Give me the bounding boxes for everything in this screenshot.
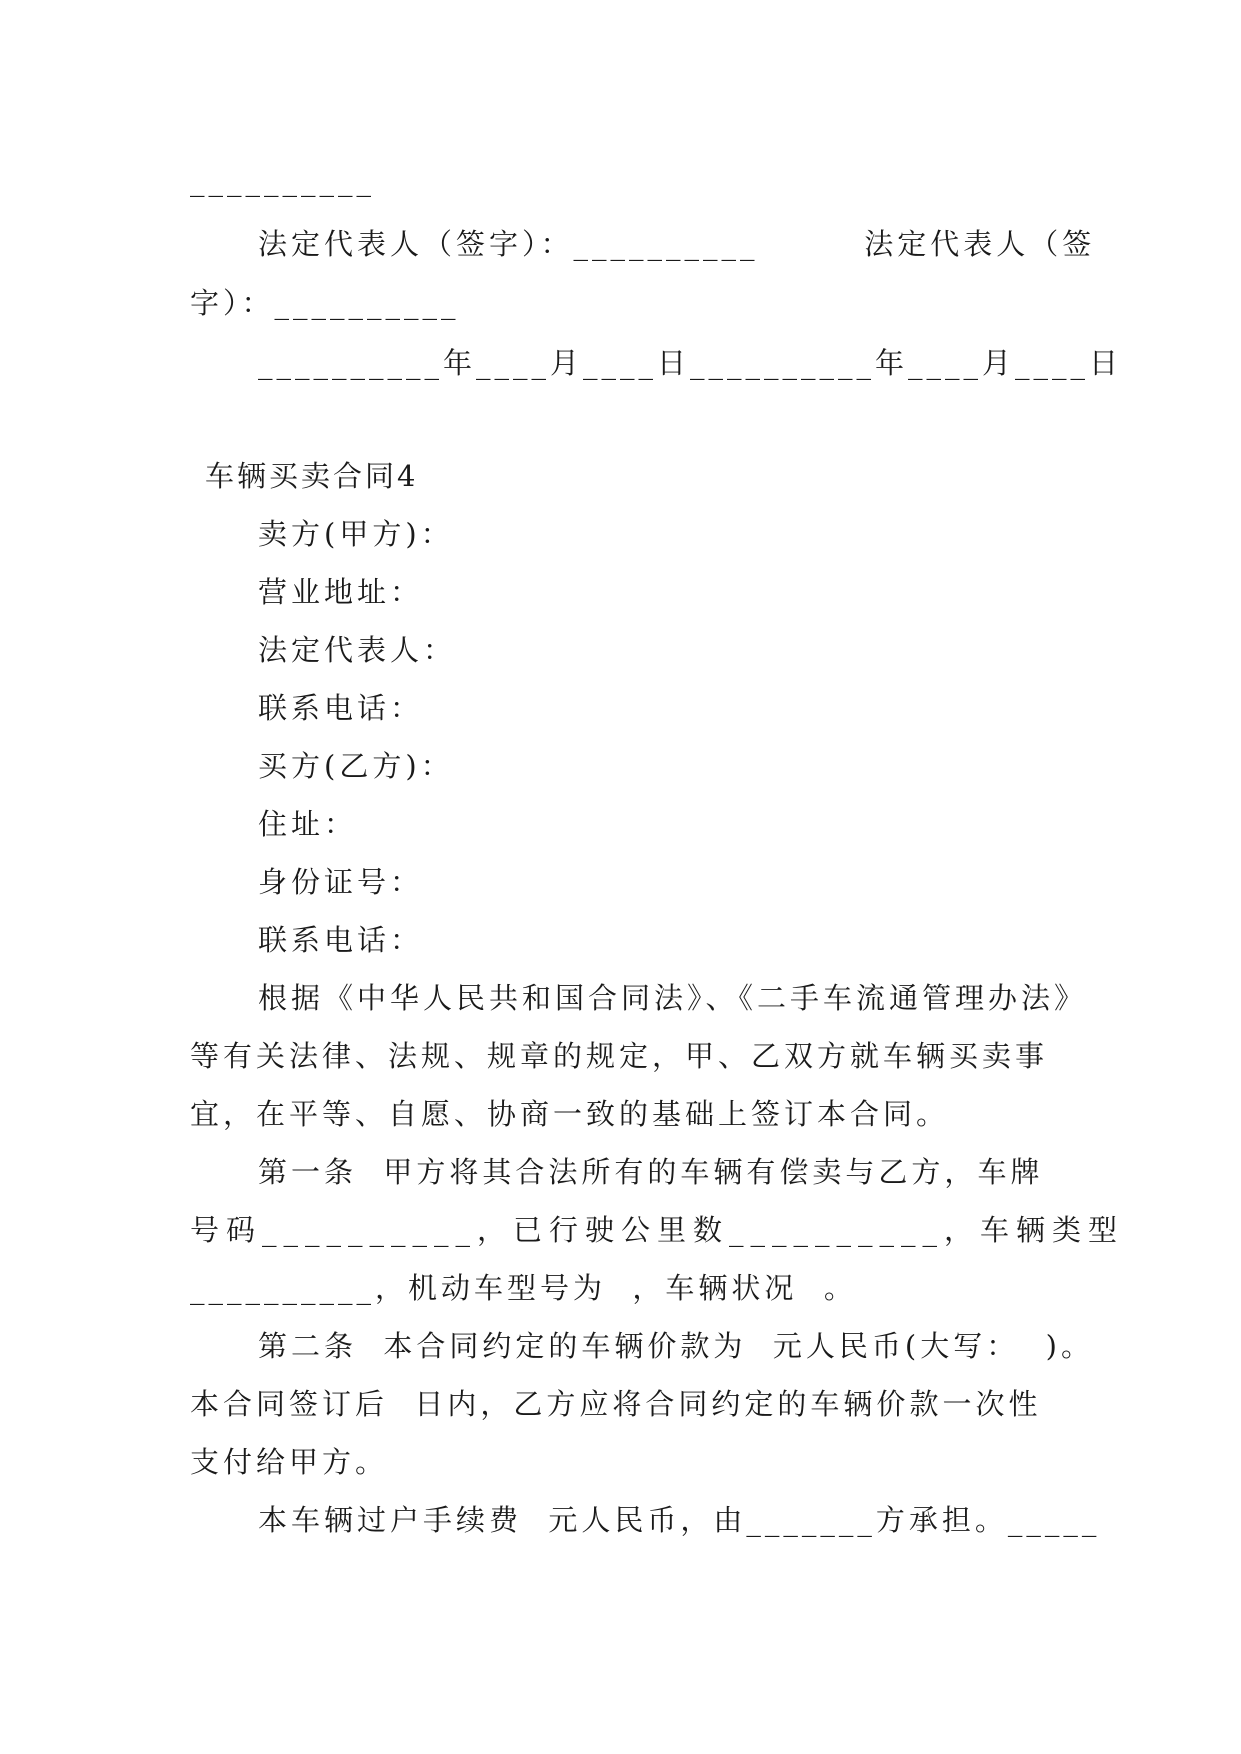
legal-rep-label: 法定代表人： <box>258 633 457 667</box>
article-1-line-3: __________，机动车型号为 ，车辆状况 。 <box>190 1271 857 1305</box>
signature-blank: __________ <box>190 163 375 197</box>
article-2-line-2: 本合同签订后 日内，乙方应将合同约定的车辆价款一次性 <box>190 1387 1042 1421</box>
date-line: __________年____月____日__________年____月____日 <box>258 346 1123 380</box>
transfer-fee-line: 本车辆过户手续费 元人民币，由_______方承担。_____ <box>258 1503 1101 1537</box>
address-label: 住址： <box>258 807 358 841</box>
contract-title: 车辆买卖合同4 <box>205 459 419 493</box>
article-1-line-1: 第一条 甲方将其合法所有的车辆有偿卖与乙方，车牌 <box>258 1155 1044 1189</box>
seller-label: 卖方(甲方)： <box>258 517 454 551</box>
preamble-line-3: 宜，在平等、自愿、协商一致的基础上签订本合同。 <box>190 1097 950 1131</box>
article-2-line-1: 第二条 本合同约定的车辆价款为 元人民币(大写： )。 <box>258 1329 1094 1363</box>
buyer-label: 买方(乙方)： <box>258 749 454 783</box>
seller-phone-label: 联系电话： <box>258 691 424 725</box>
id-number-label: 身份证号： <box>258 865 424 899</box>
preamble-line-1: 根据《中华人民共和国合同法》、《二手车流通管理办法》 <box>258 981 1088 1015</box>
legal-rep-signature-line: 法定代表人（签字）：__________ 法定代表人（签 <box>258 227 1096 261</box>
buyer-phone-label: 联系电话： <box>258 923 424 957</box>
legal-rep-signature-line-cont: 字）：__________ <box>190 286 460 320</box>
preamble-line-2: 等有关法律、法规、规章的规定，甲、乙双方就车辆买卖事 <box>190 1039 1049 1073</box>
business-address-label: 营业地址： <box>258 575 424 609</box>
article-2-line-3: 支付给甲方。 <box>190 1445 389 1479</box>
article-1-line-2: 号码__________，已行驶公里数__________，车辆类型 <box>190 1213 1125 1247</box>
